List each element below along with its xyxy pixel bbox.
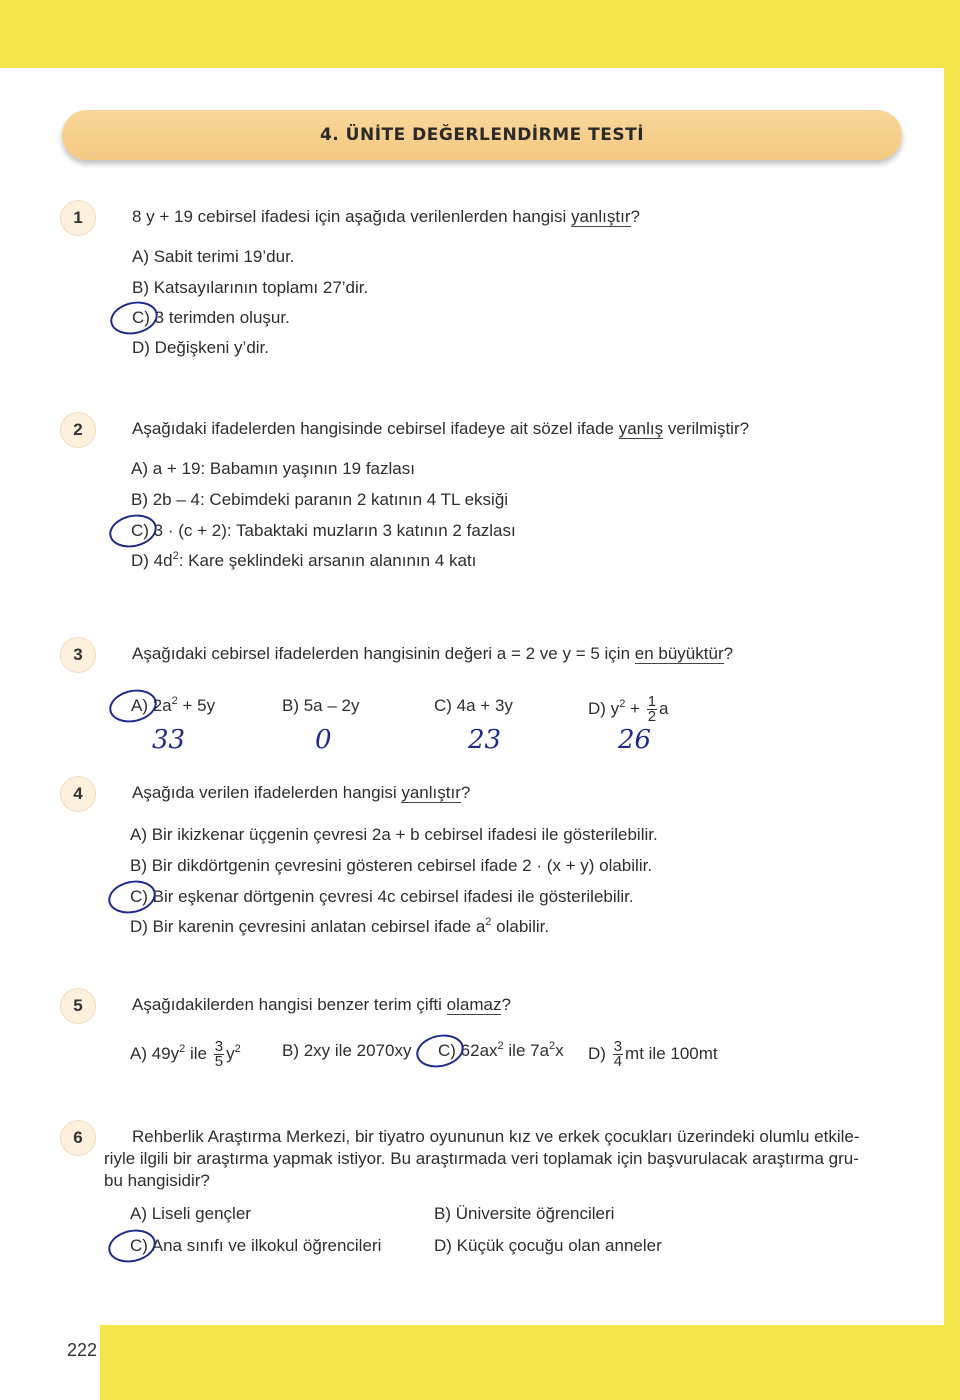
text-segment: Bir eşkenar dörtgenin çevresi 4c cebirsel ifadesi ile gösterilebilir. <box>147 887 634 906</box>
pen-circle-mark <box>106 510 160 551</box>
text-segment: 2a <box>148 696 172 715</box>
handwritten-answer-note: 0 <box>315 725 332 755</box>
option-label: D) <box>588 1043 606 1063</box>
text-segment: mt ile 100mt <box>625 1043 718 1063</box>
question-number-badge: 6 <box>60 1120 96 1156</box>
text-segment: : Kare şeklindeki arsanın alanının 4 katı <box>178 551 477 570</box>
question-number-badge: 3 <box>60 637 96 673</box>
text-segment: ? <box>501 995 511 1014</box>
text-segment: Aşağıda verilen ifadelerden hangisi <box>132 783 402 802</box>
text-segment: 8 y + 19 cebirsel ifadesi için aşağıda verilenlerden hangisi <box>132 207 571 226</box>
text-segment: 62ax <box>455 1041 498 1060</box>
question-text <box>132 206 902 228</box>
text-segment: Ana sınıfı ve ilkokul öğrencileri <box>147 1236 382 1255</box>
pen-circle-mark <box>106 685 160 726</box>
underlined-keyword: olamaz <box>446 995 502 1014</box>
text-segment: ile <box>185 1043 212 1063</box>
answer-option-c[interactable] <box>434 695 513 717</box>
superscript: 2 <box>619 697 626 710</box>
option-label: B) <box>282 696 299 715</box>
question-text <box>132 782 902 804</box>
text-segment: x <box>555 1041 564 1060</box>
text-segment: Aşağıdaki ifadelerden hangisinde cebirsel ifadeye ait sözel ifade <box>132 419 619 438</box>
text-segment: Bir ikizkenar üçgenin çevresi 2a + b cebirsel ifadesi ile gösterilebilir. <box>147 825 658 844</box>
option-label: B) <box>131 490 148 509</box>
text-segment: y <box>605 698 620 718</box>
option-label: C) <box>132 308 150 327</box>
option-label: A) <box>132 247 149 266</box>
fraction-denominator: 4 <box>613 1053 623 1070</box>
question-number-badge: 1 <box>60 200 96 236</box>
option-label: C) <box>130 1236 148 1255</box>
text-segment: a + 19: Babamın yaşının 19 fazlası <box>148 459 415 478</box>
text-segment: olabilir. <box>491 917 550 936</box>
text-segment: ile 7a <box>503 1041 550 1060</box>
question-text <box>132 418 902 440</box>
question-text <box>104 1126 874 1192</box>
superscript: 2 <box>172 550 179 562</box>
text-segment: 2b – 4: Cebimdeki paranın 2 katının 4 TL eksiği <box>148 490 509 509</box>
answer-option-d[interactable] <box>132 337 269 359</box>
fraction <box>214 1040 224 1069</box>
question-text <box>132 994 902 1016</box>
answer-option-b[interactable] <box>282 695 360 717</box>
text-segment: + 5y <box>177 696 216 715</box>
superscript: 2 <box>549 1040 556 1052</box>
answer-option-d[interactable] <box>434 1235 662 1257</box>
answer-option-d[interactable] <box>588 695 669 724</box>
question-number-badge: 4 <box>60 776 96 812</box>
underlined-keyword: yanlış <box>618 419 664 438</box>
answer-option-a[interactable] <box>130 1203 251 1225</box>
answer-option-a[interactable] <box>132 246 295 268</box>
superscript: 2 <box>485 916 492 928</box>
text-segment: Sabit terimi 19’dur. <box>149 247 295 266</box>
handwritten-answer-note: 26 <box>618 725 652 755</box>
text-segment: Küçük çocuğu olan anneler <box>451 1236 662 1255</box>
text-segment: a <box>659 698 669 718</box>
option-label: A) <box>131 459 148 478</box>
text-segment: verilmiştir? <box>663 419 750 438</box>
superscript: 2 <box>497 1040 504 1052</box>
answer-option-d[interactable] <box>130 916 549 938</box>
option-label: B) <box>282 1041 299 1060</box>
answer-option-c[interactable] <box>130 1235 381 1257</box>
text-segment: 3 · (c + 2): Tabaktaki muzların 3 katının 2 fazlası <box>148 521 516 540</box>
option-label: A) <box>130 1043 147 1063</box>
text-segment: 2xy ile 2070xy <box>299 1041 412 1060</box>
answer-option-c[interactable] <box>132 307 290 329</box>
fraction-denominator: 5 <box>214 1053 224 1070</box>
text-segment: Bir dikdörtgenin çevresini gösteren cebirsel ifade 2 · (x + y) olabilir. <box>147 856 653 875</box>
answer-option-d[interactable] <box>131 550 476 572</box>
pen-circle-mark <box>107 297 161 338</box>
answer-option-a[interactable] <box>130 824 658 846</box>
pen-circle-mark <box>105 1225 159 1266</box>
handwritten-answer-note: 33 <box>152 725 186 755</box>
text-segment: 5a – 2y <box>299 696 360 715</box>
option-label: A) <box>130 1204 147 1223</box>
underlined-keyword: en büyüktür <box>634 644 724 663</box>
answer-option-a[interactable] <box>131 458 415 480</box>
superscript: 2 <box>179 1042 186 1055</box>
test-title-banner <box>62 110 902 160</box>
option-label: D) <box>132 338 150 357</box>
superscript: 2 <box>234 1042 241 1055</box>
text-segment: Bir karenin çevresini anlatan cebirsel ifade a <box>147 917 486 936</box>
option-label: D) <box>434 1236 452 1255</box>
option-label: B) <box>434 1204 451 1223</box>
question-number-badge: 5 <box>60 988 96 1024</box>
answer-option-b[interactable] <box>132 277 368 299</box>
answer-option-b[interactable] <box>434 1203 614 1225</box>
answer-option-a[interactable] <box>131 695 215 717</box>
test-title: 4. ÜNİTE DEĞERLENDİRME TESTİ <box>319 125 645 145</box>
underlined-keyword: yanlıştır <box>401 783 461 802</box>
answer-option-d[interactable] <box>588 1040 718 1069</box>
text-segment: Liseli gençler <box>147 1204 251 1223</box>
fraction <box>647 695 657 724</box>
page-number: 222 <box>67 1340 98 1360</box>
option-label: D) <box>131 551 149 570</box>
question-number-badge: 2 <box>60 412 96 448</box>
underlined-keyword: yanlıştır <box>570 207 631 226</box>
option-label: D) <box>130 917 148 936</box>
right-color-band <box>944 0 960 1400</box>
pen-circle-mark <box>413 1030 467 1071</box>
option-label: C) <box>130 887 148 906</box>
superscript: 2 <box>171 695 178 707</box>
option-label: B) <box>130 856 147 875</box>
text-segment: Üniversite öğrencileri <box>451 1204 615 1223</box>
fraction-numerator: 1 <box>647 693 657 710</box>
option-label: C) <box>131 521 149 540</box>
pen-circle-mark <box>105 876 159 917</box>
option-label: C) <box>434 696 452 715</box>
text-segment: Değişkeni y’dir. <box>149 338 270 357</box>
fraction <box>613 1040 623 1069</box>
text-segment: Katsayılarının toplamı 27’dir. <box>149 278 369 297</box>
text-segment: + <box>625 698 645 718</box>
answer-option-c[interactable] <box>438 1040 564 1062</box>
text-segment: 3 terimden oluşur. <box>149 308 290 327</box>
text-segment: Rehberlik Araştırma Merkezi, bir tiyatro oyununun kız ve erkek çocukları üzerindeki olumlu etkile-riyle ilgili bir araştırma yapmak istiyor. Bu araştırmada veri toplamak için başvurulacak araştırma gru-bu hangisidir? <box>104 1127 860 1190</box>
text-segment <box>606 1044 611 1063</box>
answer-option-c[interactable] <box>130 886 634 908</box>
text-segment: y <box>226 1043 235 1063</box>
fraction-numerator: 3 <box>613 1038 623 1055</box>
answer-option-a[interactable] <box>130 1040 241 1069</box>
text-segment: ? <box>723 644 734 663</box>
option-label: A) <box>131 696 148 715</box>
text-segment: 4a + 3y <box>451 696 513 715</box>
answer-option-b[interactable] <box>131 489 508 511</box>
handwritten-answer-note: 23 <box>468 725 502 755</box>
fraction-numerator: 3 <box>214 1038 224 1055</box>
text-segment: Aşağıdakilerden hangisi benzer terim çifti <box>132 995 447 1014</box>
option-label: A) <box>130 825 147 844</box>
option-label: B) <box>132 278 149 297</box>
bottom-color-band <box>100 1325 960 1400</box>
answer-option-b[interactable] <box>130 855 652 877</box>
option-label: C) <box>438 1041 456 1060</box>
text-segment: 49y <box>147 1043 180 1063</box>
answer-option-b[interactable] <box>282 1040 411 1062</box>
fraction-denominator: 2 <box>647 708 657 725</box>
text-segment: 4d <box>148 551 173 570</box>
text-segment: ? <box>630 207 640 226</box>
text-segment: ? <box>460 783 471 802</box>
option-label: D) <box>588 698 606 718</box>
text-segment: Aşağıdaki cebirsel ifadelerden hangisinin değeri a = 2 ve y = 5 için <box>132 644 635 663</box>
answer-option-c[interactable] <box>131 520 516 542</box>
question-text <box>132 643 902 665</box>
top-color-band <box>0 0 960 68</box>
